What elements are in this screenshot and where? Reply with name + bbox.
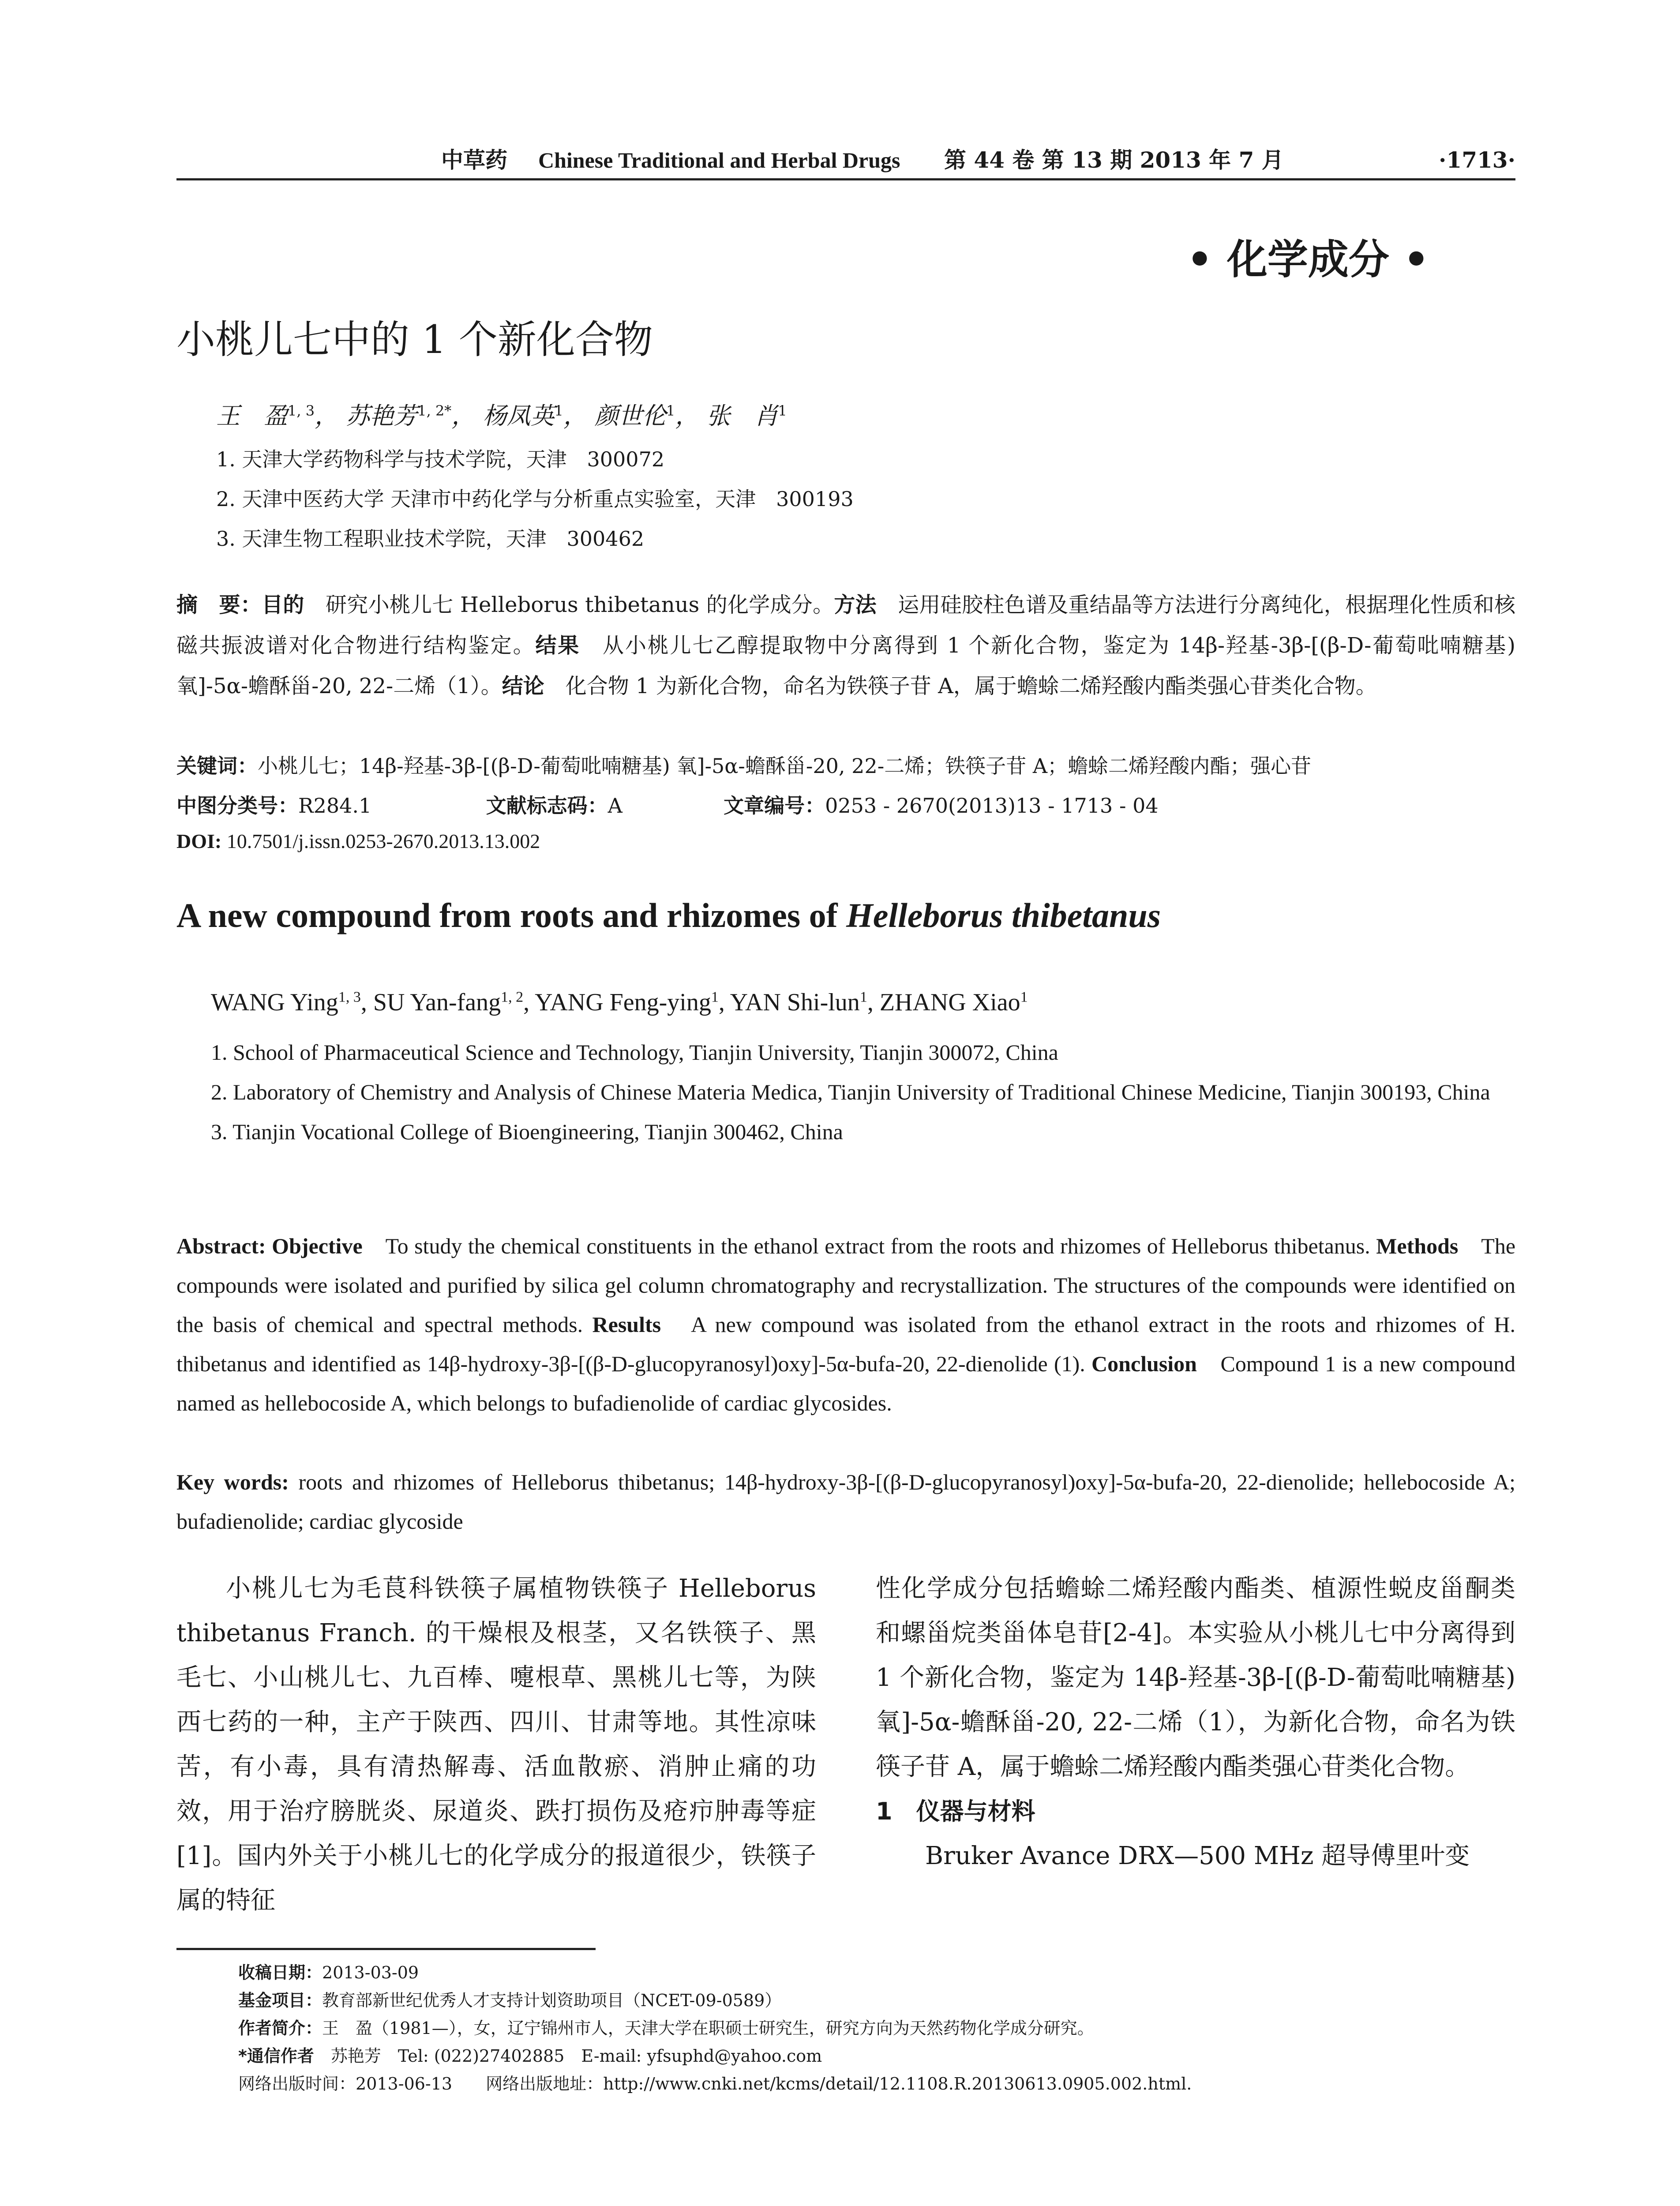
footnote <box>238 1959 419 1983</box>
footnote <box>238 1987 781 2011</box>
issue-info: 第 44 卷 第 13 期 2013 年 7 月 <box>944 147 1284 173</box>
objective-text: 研究小桃儿七 Helleborus thibetanus 的化学成分。 <box>304 593 834 617</box>
objective-label: 目的 <box>262 593 304 617</box>
author-affil-sup: 1 <box>666 402 675 419</box>
article-title-cn: 小桃儿七中的 1 个新化合物 <box>176 317 653 362</box>
conclusion-en-label: Conclusion <box>1091 1351 1197 1376</box>
author-name: 苏艳芳 <box>346 402 418 430</box>
footnote-label: 网络出版时间： <box>238 2074 356 2093</box>
methods-label: 方法 <box>834 593 877 617</box>
body-paragraph: 小桃儿七为毛茛科铁筷子属植物铁筷子 Helleborus thibetanus Franch. 的干燥根及根茎，又名铁筷子、黑毛七、小山桃儿七、九百棒、嚏根草、黑桃儿七等，为陕西七药的一种，主产于陕西、四川、甘肃等地。其性凉味苦，有小毒，具有清热解毒、活血散瘀、消肿止痛的功效，用于治疗膀胱炎、尿道炎、跌打损伤及疮疖肿毒等症[1]。国内外关于小桃儿七的化学成分的报道很少，铁筷子属的特征 <box>176 1574 816 1915</box>
affiliation-cn: 2. 天津中医药大学 天津市中药化学与分析重点实验室，天津 300193 <box>216 487 854 511</box>
footnote-label: 作者简介： <box>238 2018 322 2038</box>
author-affil-sup: 1 <box>778 402 787 419</box>
conclusion-en-text: Compound 1 is a new compound named as hellebocoside A, which belongs to bufadienolide of cardiac glycosides. <box>176 1351 1515 1415</box>
keywords-text: 小桃儿七；14β-羟基-3β-[(β-D-葡萄吡喃糖基) 氧]-5α-蟾酥甾-20, 22-二烯；铁筷子苷 A；蟾蜍二烯羟酸内酯；强心苷 <box>258 754 1312 778</box>
methods-en-text: The compounds were isolated and purified by silica gel column chromatography and recrystallization. The structures of the compounds were identified on the basis of chemical and spectral methods. <box>176 1234 1516 1337</box>
footnote-label: *通信作者 <box>238 2046 331 2066</box>
body-column-right <box>876 1566 1515 1878</box>
author-name: ZHANG Xiao <box>879 989 1020 1016</box>
author-affil-sup: 1 <box>1020 989 1028 1005</box>
author-affil-sup: 1, 3 <box>338 989 361 1005</box>
author-affil-sup: 1 <box>711 989 719 1005</box>
body-paragraph: Bruker Avance DRX—500 MHz 超导傅里叶变 <box>925 1842 1470 1870</box>
affiliations-en <box>211 1032 1517 1152</box>
keywords-label: 关键词： <box>176 754 258 778</box>
section-heading: 1 仪器与材料 <box>876 1797 1035 1825</box>
keywords-cn <box>176 750 1311 779</box>
authors-en: WANG Ying$^{1, 3}$, SU Yan-fang$^{1, 2}$, YANG Feng-ying$^1$, YAN Shi-lun$^1$, ZHANG Xiao$^1$ <box>211 989 1028 1016</box>
keywords-en-text: roots and rhizomes of Helleborus thibetanus; 14β-hydroxy-3β-[(β-D-glucopyranosyl)oxy]-5α-bufa-20, 22-dienolide; hellebocoside A; bufadienolide; cardiac glycoside <box>176 1470 1515 1534</box>
affiliation-cn: 1. 天津大学药物科学与技术学院，天津 300072 <box>216 447 665 471</box>
footnote <box>238 2070 1192 2094</box>
footnote-label: 基金项目： <box>238 1991 322 2010</box>
abstract-en-label: Abstract: Objective <box>176 1234 363 1258</box>
author-name: YAN Shi-lun <box>730 989 860 1016</box>
authors-cn: 王 盈$^{1, 3}$， 苏艳芳$^{1, 2*}$， 杨凤英$^1$， 颜世伦$^1$， 张 肖$^1$ <box>216 402 787 430</box>
footnote-rule <box>176 1948 596 1950</box>
author-name: 张 肖 <box>706 402 778 430</box>
keywords-en-label: Key words: <box>176 1470 289 1494</box>
affiliation-en: 3. Tianjin Vocational College of Bioengineering, Tianjin 300462, China <box>211 1119 843 1144</box>
footnote-text: 2013-06-13 网络出版地址：http://www.cnki.net/kcms/detail/12.1108.R.20130613.0905.002.html. <box>356 2074 1192 2093</box>
author-name: SU Yan-fang <box>373 989 501 1016</box>
doi-label: DOI: <box>176 830 222 852</box>
journal-name-cn: 中草药 <box>441 147 507 173</box>
affiliation-cn: 3. 天津生物工程职业技术学院，天津 300462 <box>216 527 645 551</box>
footnote-text: 苏艳芳 Tel: (022)27402885 E-mail: yfsuphd@yahoo.com <box>330 2046 822 2066</box>
results-text: 从小桃儿七乙醇提取物中分离得到 1 个新化合物，鉴定为 14β-羟基-3β-[(β-D-葡萄吡喃糖基) 氧]-5α-蟾酥甾-20, 22-二烯（1）。 <box>176 633 1515 698</box>
conclusion-text: 化合物 1 为新化合物，命名为铁筷子苷 A，属于蟾蜍二烯羟酸内酯类强心苷类化合物。 <box>544 674 1377 698</box>
article-title-en <box>176 896 1161 935</box>
footnote-text: 2013-03-09 <box>322 1963 419 1982</box>
body-column-left <box>176 1566 816 1923</box>
author-affil-sup: 1, 2 <box>501 989 524 1005</box>
results-label: 结果 <box>535 633 581 658</box>
author-name: YANG Feng-ying <box>535 989 711 1016</box>
methods-text: 运用硅胶柱色谱及重结晶等方法进行分离纯化，根据理化性质和核磁共振波谱对化合物进行结构鉴定。 <box>176 593 1515 658</box>
abstract-label: 摘 要： <box>176 593 262 617</box>
footnote <box>238 2042 822 2067</box>
doi-line <box>176 829 540 853</box>
footnote-text: 教育部新世纪优秀人才支持计划资助项目（NCET-09-0589） <box>322 1991 782 2010</box>
author-affil-sup: 1, 2* <box>417 402 452 419</box>
author-name: 颜世伦 <box>595 402 666 430</box>
author-name: WANG Ying <box>211 989 338 1016</box>
article-no-label: 文章编号： <box>724 794 825 818</box>
article-no-value: 0253 - 2670(2013)13 - 1713 - 04 <box>825 794 1159 818</box>
conclusion-label: 结论 <box>502 674 544 698</box>
methods-en-label: Methods <box>1376 1234 1459 1258</box>
body-paragraph: 性化学成分包括蟾蜍二烯羟酸内酯类、植源性蜕皮甾酮类和螺甾烷类甾体皂苷[2-4]。本实验从小桃儿七中分离得到 1 个新化合物，鉴定为 14β-羟基-3β-[(β-D-葡萄吡喃糖基) 氧]-5α-蟾酥甾-20, 22-二烯（1），为新化合物，命名为铁筷子苷 A，属于蟾蜍二烯羟酸内酯类强心苷类化合物。 <box>876 1574 1515 1781</box>
title-en-species: Helleborus thibetanus <box>846 896 1161 934</box>
footnote-label: 收稿日期： <box>238 1963 322 1982</box>
keywords-en <box>176 1463 1515 1541</box>
header-rule <box>176 178 1515 180</box>
section-label: • 化学成分 • <box>1187 236 1429 283</box>
classification-line <box>176 790 1159 819</box>
clc-label: 中图分类号： <box>176 794 298 818</box>
author-name: 杨凤英 <box>483 402 555 430</box>
doi-value: 10.7501/j.issn.0253-2670.2013.13.002 <box>226 830 540 852</box>
results-en-label: Results <box>592 1312 661 1337</box>
doc-code-label: 文献标志码： <box>486 794 608 818</box>
title-en-prefix: A new compound from roots and rhizomes of <box>176 896 847 934</box>
journal-name-en: Chinese Traditional and Herbal Drugs <box>538 148 900 173</box>
clc-value: R284.1 <box>298 794 372 818</box>
results-en-text: A new compound was isolated from the ethanol extract in the roots and rhizomes of H. thibetanus and identified as 14β-hydroxy-3β-[(β-D-glucopyranosyl)oxy]-5α-bufa-20, 22-dienolide (1). <box>176 1312 1516 1376</box>
affiliation-en: 1. School of Pharmaceutical Science and Technology, Tianjin University, Tianjin 300072, China <box>211 1040 1058 1065</box>
footnote-text: 王 盈（1981—），女，辽宁锦州市人，天津大学在职硕士研究生，研究方向为天然药物化学成分研究。 <box>322 2018 1094 2038</box>
running-header <box>176 140 1515 180</box>
abstract-en <box>176 1227 1515 1423</box>
doc-code-value: A <box>608 794 622 818</box>
abstract-cn <box>176 585 1515 706</box>
objective-en-text: To study the chemical constituents in the ethanol extract from the roots and rhizomes of Helleborus thibetanus. <box>362 1234 1370 1258</box>
affiliation-en: 2. Laboratory of Chemistry and Analysis of Chinese Materia Medica, Tianjin University of Traditional Chinese Medicine, Tianjin 300193, China <box>211 1080 1490 1104</box>
footnote <box>238 2015 1094 2039</box>
page-number: ·1713· <box>1439 147 1515 173</box>
author-affil-sup: 1, 3 <box>288 402 315 419</box>
author-affil-sup: 1 <box>554 402 563 419</box>
author-affil-sup: 1 <box>859 989 867 1005</box>
author-name: 王 盈 <box>216 402 288 430</box>
